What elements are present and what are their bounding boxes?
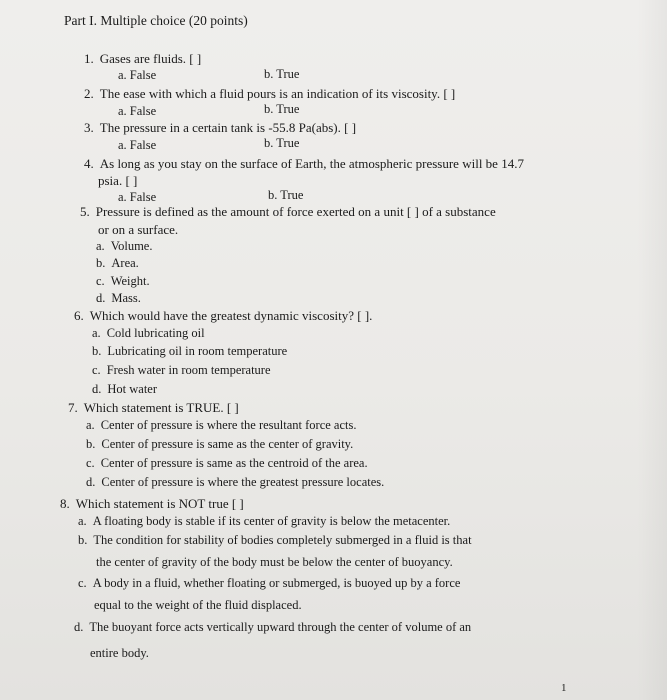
question-text: As long as you stay on the surface of Earth, the atmospheric pressure will be 14.7	[99, 156, 524, 171]
option-letter: b.	[92, 344, 102, 358]
q5-option-b	[96, 257, 139, 270]
q6-option-c	[92, 364, 271, 377]
question-text: Which statement is NOT true [ ]	[75, 496, 244, 511]
question-text: Pressure is defined as the amount of force exerted on a unit [ ] of a substance	[95, 204, 496, 219]
q8-option-a	[78, 515, 450, 528]
q2-option-a: a. False	[118, 104, 157, 118]
option-letter: d.	[86, 475, 96, 489]
q4-option-b: b. True	[268, 188, 304, 202]
option-letter: b.	[86, 437, 96, 451]
q1-option-b: b. True	[264, 67, 300, 81]
option-text: Cold lubricating oil	[106, 326, 205, 340]
question-number: 2.	[84, 86, 94, 101]
option-text: Hot water	[107, 382, 158, 396]
option-text: Center of pressure is same as the center of gravity.	[101, 437, 354, 451]
option-text: Mass.	[111, 291, 141, 305]
page-shading	[637, 0, 667, 700]
q5-option-c	[96, 275, 150, 288]
question-2	[84, 87, 455, 100]
question-number: 3.	[84, 120, 94, 135]
q6-option-d	[92, 383, 157, 396]
option-letter: d.	[92, 382, 102, 396]
question-7	[68, 401, 239, 414]
option-letter: b.	[96, 256, 106, 270]
q6-option-b	[92, 345, 287, 358]
option-text: Volume.	[110, 239, 153, 253]
q8-option-d-continued: entire body.	[90, 646, 149, 660]
q8-option-b	[78, 534, 472, 547]
question-1	[84, 52, 201, 65]
q7-option-d	[86, 476, 384, 489]
option-text: The buoyant force acts vertically upward through the center of volume of an	[89, 620, 472, 634]
q7-option-a	[86, 419, 357, 432]
q5-option-d	[96, 292, 141, 305]
option-letter: a.	[92, 326, 101, 340]
question-text: Gases are fluids. [ ]	[99, 51, 202, 66]
option-text: Center of pressure is where the resultant force acts.	[100, 418, 357, 432]
q8-option-b-continued: the center of gravity of the body must be below the center of buoyancy.	[96, 555, 453, 569]
q7-option-b	[86, 438, 353, 451]
option-letter: d.	[96, 291, 106, 305]
question-number: 7.	[68, 400, 78, 415]
option-text: Fresh water in room temperature	[106, 363, 271, 377]
q3-option-b: b. True	[264, 136, 300, 150]
option-letter: c.	[92, 363, 101, 377]
page-number: 1	[561, 682, 567, 694]
q6-option-a	[92, 327, 205, 340]
question-4-continued: psia. [ ]	[98, 173, 138, 188]
q8-option-c-continued: equal to the weight of the fluid displaced.	[94, 598, 302, 612]
question-text: The pressure in a certain tank is -55.8 Pa(abs). [ ]	[99, 120, 357, 135]
question-number: 5.	[80, 204, 90, 219]
option-letter: c.	[96, 274, 105, 288]
option-text: A floating body is stable if its center of gravity is below the metacenter.	[92, 514, 451, 528]
q8-option-c	[78, 577, 460, 590]
q1-option-a: a. False	[118, 68, 157, 82]
q3-option-a: a. False	[118, 138, 157, 152]
option-letter: a.	[96, 239, 105, 253]
q5-option-a	[96, 240, 152, 253]
option-text: Lubricating oil in room temperature	[107, 344, 288, 358]
question-8	[60, 497, 244, 510]
option-letter: c.	[78, 576, 87, 590]
option-text: Center of pressure is same as the centroid of the area.	[100, 456, 368, 470]
question-6	[74, 309, 372, 322]
option-text: Weight.	[110, 274, 150, 288]
q8-option-d	[74, 621, 471, 634]
option-text: Center of pressure is where the greatest pressure locates.	[101, 475, 385, 489]
option-letter: d.	[74, 620, 84, 634]
question-number: 8.	[60, 496, 70, 511]
question-text: Which statement is TRUE. [ ]	[83, 400, 239, 415]
section-title: Part I. Multiple choice (20 points)	[64, 13, 248, 28]
option-letter: a.	[78, 514, 87, 528]
question-number: 6.	[74, 308, 84, 323]
question-number: 4.	[84, 156, 94, 171]
question-text: Which would have the greatest dynamic viscosity? [ ].	[89, 308, 373, 323]
question-number: 1.	[84, 51, 94, 66]
option-text: The condition for stability of bodies completely submerged in a fluid is that	[93, 533, 472, 547]
question-5-continued: or on a surface.	[98, 222, 179, 237]
q4-option-a: a. False	[118, 190, 157, 204]
option-letter: b.	[78, 533, 88, 547]
question-text: The ease with which a fluid pours is an indication of its viscosity. [ ]	[99, 86, 456, 101]
option-letter: c.	[86, 456, 95, 470]
question-4	[84, 157, 524, 170]
q7-option-c	[86, 457, 368, 470]
question-3	[84, 121, 356, 134]
option-letter: a.	[86, 418, 95, 432]
option-text: A body in a fluid, whether floating or submerged, is buoyed up by a force	[92, 576, 461, 590]
q2-option-b: b. True	[264, 102, 300, 116]
option-text: Area.	[111, 256, 139, 270]
question-5	[80, 205, 496, 218]
